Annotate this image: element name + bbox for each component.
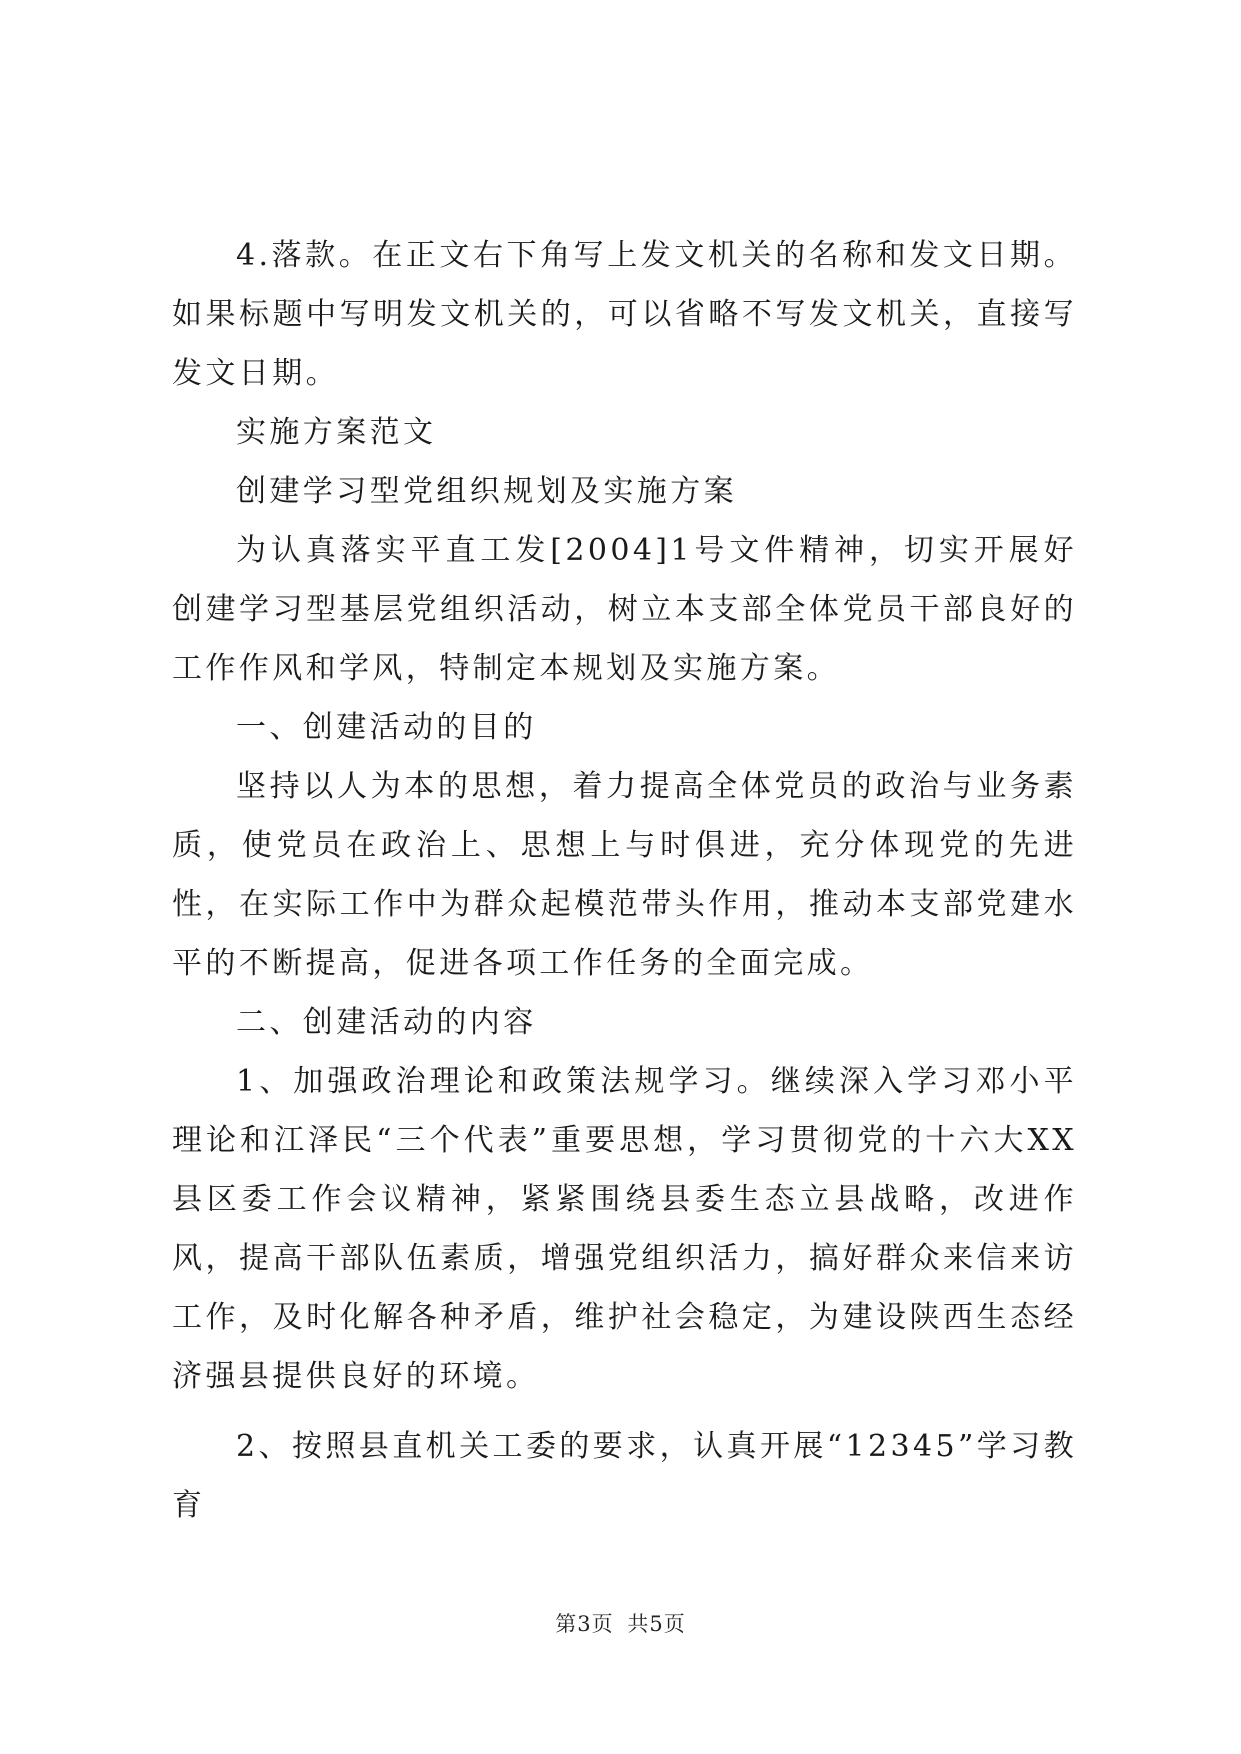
paragraph-purpose: 坚持以人为本的思想，着力提高全体党员的政治与业务素质，使党员在政治上、思想上与时俱进，充分体现党的先进性，在实际工作中为群众起模范带头作用，推动本支部党建水平的不断提高，促进各项工作任务的全面完成。 (172, 769, 1077, 981)
paragraph-plan-title: 创建学习型党组织规划及实施方案 (236, 474, 737, 509)
page-total: 共5页 (627, 1612, 686, 1636)
section-heading-purpose: 一、创建活动的目的 (236, 710, 537, 745)
paragraph-item-1: 1、加强政治理论和政策法规学习。继续深入学习邓小平理论和江泽民“三个代表”重要思想，学习贯彻党的十六大XX县区委工作会议精神，紧紧围绕县委生态立县战略，改进作风，提高干部队伍素质，增强党组织活力，搞好群众来信来访工作，及时化解各种矛盾，维护社会稳定，为建设陕西生态经济强县提供良好的环境。 (172, 1064, 1077, 1394)
paragraph-intro: 为认真落实平直工发[2004]1号文件精神，切实开展好创建学习型基层党组织活动，树立本支部全体党员干部良好的工作作风和学风，特制定本规划及实施方案。 (172, 533, 1077, 686)
page-number: 第3页 (555, 1612, 614, 1636)
document-body (172, 226, 1077, 1535)
section-heading-content: 二、创建活动的内容 (236, 1005, 537, 1040)
paragraph-closing-signature: 4.落款。在正文右下角写上发文机关的名称和发文日期。如果标题中写明发文机关的，可以省略不写发文机关，直接写发文日期。 (172, 238, 1077, 391)
page-footer (0, 1608, 1241, 1638)
paragraph-sample-heading: 实施方案范文 (236, 415, 437, 450)
paragraph-item-2: 2、按照县直机关工委的要求，认真开展“12345”学习教育 (172, 1429, 1077, 1523)
